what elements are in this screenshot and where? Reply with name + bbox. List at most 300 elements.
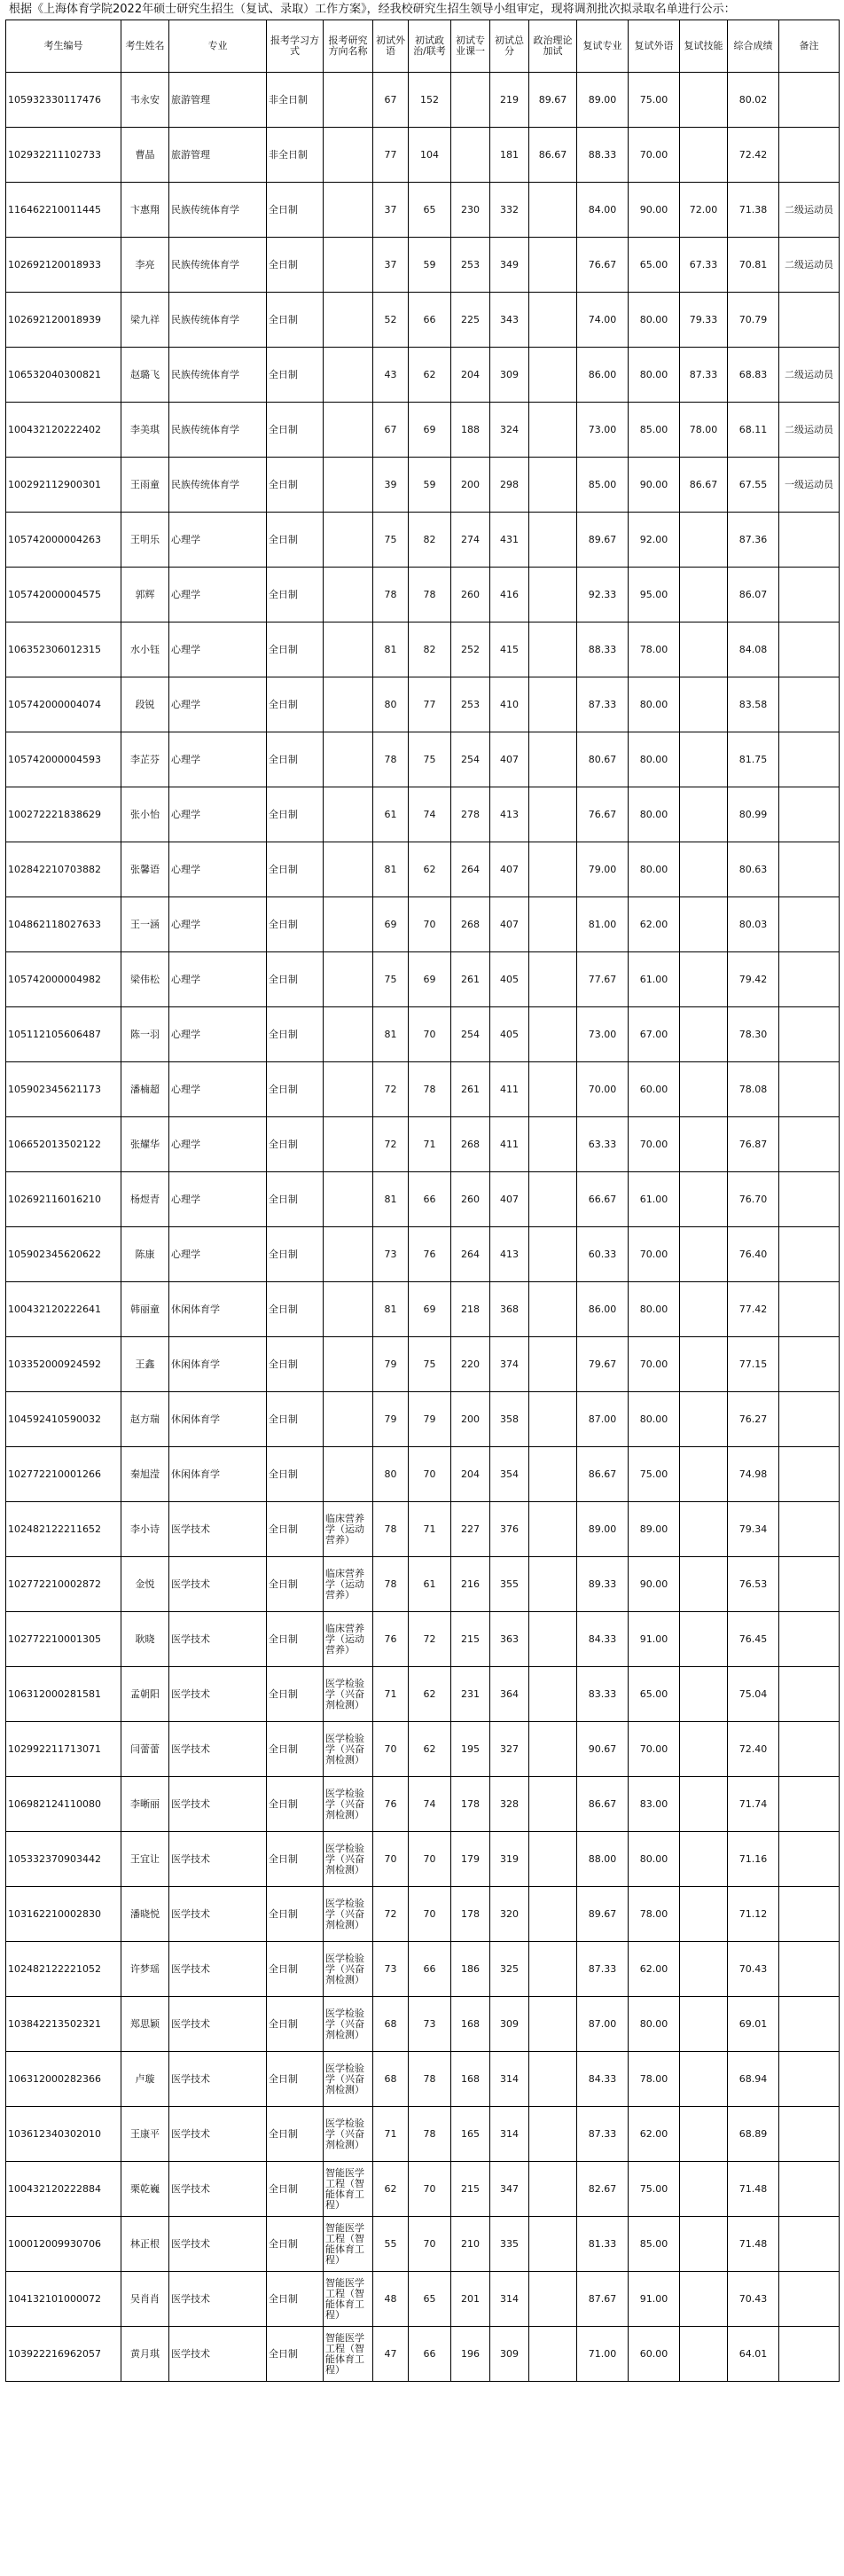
cell-prelim-major-one: 165: [451, 2107, 490, 2162]
table-row: [6, 2052, 840, 2107]
cell-retest-skill: [680, 622, 728, 677]
cell-prelim-major-one: 204: [451, 348, 490, 403]
cell-candidate-id: 102692120018933: [6, 238, 121, 293]
cell-overall-score: 70.43: [728, 1942, 779, 1997]
cell-prelim-foreign: 69: [373, 897, 409, 952]
cell-prelim-politics: 78: [409, 2052, 451, 2107]
cell-major: 休闲体育学: [169, 1392, 267, 1447]
cell-candidate-id: 102692120018939: [6, 293, 121, 348]
cell-prelim-total: 413: [490, 787, 529, 842]
table-row: [6, 2217, 840, 2272]
cell-major: 心理学: [169, 842, 267, 897]
cell-politics-extra: [529, 1062, 577, 1117]
cell-retest-skill: 87.33: [680, 348, 728, 403]
cell-politics-extra: [529, 1722, 577, 1777]
cell-politics-extra: [529, 1667, 577, 1722]
cell-retest-skill: [680, 2327, 728, 2382]
cell-politics-extra: [529, 1557, 577, 1612]
cell-retest-skill: [680, 1722, 728, 1777]
cell-politics-extra: [529, 1887, 577, 1942]
cell-major: 医学技术: [169, 2052, 267, 2107]
cell-retest-foreign: 85.00: [629, 403, 680, 458]
cell-candidate-id: 103162210002830: [6, 1887, 121, 1942]
cell-major: 医学技术: [169, 1997, 267, 2052]
cell-study-mode: 全日制: [267, 1447, 324, 1502]
cell-politics-extra: 86.67: [529, 128, 577, 183]
cell-overall-score: 68.11: [728, 403, 779, 458]
cell-prelim-major-one: 186: [451, 1942, 490, 1997]
cell-research-direction: 智能医学工程（智能体育工程）: [324, 2217, 373, 2272]
cell-retest-major: 77.67: [577, 952, 629, 1007]
cell-overall-score: 67.55: [728, 458, 779, 513]
table-row: [6, 1722, 840, 1777]
cell-candidate-name: 郑思颖: [121, 1997, 169, 2052]
cell-study-mode: 全日制: [267, 1172, 324, 1227]
cell-overall-score: 83.58: [728, 677, 779, 732]
cell-retest-major: 63.33: [577, 1117, 629, 1172]
cell-retest-skill: [680, 1172, 728, 1227]
cell-prelim-major-one: 195: [451, 1722, 490, 1777]
header-retest-foreign: 复试外语: [629, 20, 680, 73]
cell-study-mode: 全日制: [267, 677, 324, 732]
header-study-mode: 报考学习方式: [267, 20, 324, 73]
table-row: [6, 1612, 840, 1667]
cell-retest-skill: [680, 1612, 728, 1667]
cell-study-mode: 全日制: [267, 1667, 324, 1722]
cell-retest-major: 79.67: [577, 1337, 629, 1392]
header-candidate-name: 考生姓名: [121, 20, 169, 73]
cell-candidate-id: 102842210703882: [6, 842, 121, 897]
cell-study-mode: 全日制: [267, 2052, 324, 2107]
cell-major: 心理学: [169, 897, 267, 952]
cell-overall-score: 71.16: [728, 1832, 779, 1887]
cell-retest-skill: [680, 787, 728, 842]
cell-prelim-politics: 74: [409, 787, 451, 842]
cell-prelim-foreign: 67: [373, 73, 409, 128]
cell-major: 休闲体育学: [169, 1447, 267, 1502]
cell-retest-major: 83.33: [577, 1667, 629, 1722]
cell-prelim-major-one: 179: [451, 1832, 490, 1887]
cell-overall-score: 71.74: [728, 1777, 779, 1832]
cell-prelim-major-one: 274: [451, 513, 490, 568]
cell-candidate-id: 100012009930706: [6, 2217, 121, 2272]
cell-study-mode: 全日制: [267, 1997, 324, 2052]
cell-prelim-total: 325: [490, 1942, 529, 1997]
header-prelim-major-one: 初试专业课一: [451, 20, 490, 73]
cell-politics-extra: [529, 787, 577, 842]
cell-retest-foreign: 70.00: [629, 128, 680, 183]
cell-retest-major: 87.33: [577, 2107, 629, 2162]
cell-candidate-name: 李美琪: [121, 403, 169, 458]
cell-retest-skill: [680, 1557, 728, 1612]
cell-prelim-total: 411: [490, 1062, 529, 1117]
table-row: [6, 1117, 840, 1172]
cell-retest-major: 76.67: [577, 787, 629, 842]
cell-prelim-total: 349: [490, 238, 529, 293]
cell-retest-major: 66.67: [577, 1172, 629, 1227]
cell-prelim-politics: 79: [409, 1392, 451, 1447]
cell-candidate-name: 水小钰: [121, 622, 169, 677]
cell-candidate-name: 韦永安: [121, 73, 169, 128]
cell-candidate-id: 104132101000072: [6, 2272, 121, 2327]
cell-prelim-foreign: 39: [373, 458, 409, 513]
cell-politics-extra: [529, 842, 577, 897]
cell-overall-score: 70.43: [728, 2272, 779, 2327]
table-row: [6, 1997, 840, 2052]
cell-prelim-major-one: [451, 128, 490, 183]
cell-remarks: [779, 2052, 840, 2107]
cell-retest-foreign: 80.00: [629, 293, 680, 348]
cell-remarks: [779, 952, 840, 1007]
cell-prelim-major-one: 168: [451, 2052, 490, 2107]
cell-prelim-total: 314: [490, 2052, 529, 2107]
cell-prelim-foreign: 55: [373, 2217, 409, 2272]
cell-research-direction: 医学检验学（兴奋剂检测）: [324, 1832, 373, 1887]
table-row: [6, 1777, 840, 1832]
cell-prelim-major-one: 201: [451, 2272, 490, 2327]
cell-study-mode: 全日制: [267, 952, 324, 1007]
cell-overall-score: 71.48: [728, 2162, 779, 2217]
cell-prelim-politics: 66: [409, 293, 451, 348]
cell-remarks: 二级运动员: [779, 403, 840, 458]
table-row: [6, 293, 840, 348]
cell-prelim-total: 416: [490, 568, 529, 622]
cell-remarks: [779, 128, 840, 183]
cell-retest-foreign: 80.00: [629, 677, 680, 732]
cell-prelim-total: 309: [490, 2327, 529, 2382]
cell-research-direction: [324, 403, 373, 458]
cell-prelim-major-one: 253: [451, 677, 490, 732]
table-row: [6, 1172, 840, 1227]
cell-politics-extra: [529, 238, 577, 293]
cell-remarks: [779, 1062, 840, 1117]
cell-prelim-total: 368: [490, 1282, 529, 1337]
cell-prelim-foreign: 75: [373, 952, 409, 1007]
cell-politics-extra: 89.67: [529, 73, 577, 128]
cell-overall-score: 70.81: [728, 238, 779, 293]
cell-politics-extra: [529, 183, 577, 238]
cell-prelim-total: 309: [490, 1997, 529, 2052]
cell-candidate-id: 102482122221052: [6, 1942, 121, 1997]
cell-prelim-total: 358: [490, 1392, 529, 1447]
cell-prelim-politics: 70: [409, 1832, 451, 1887]
header-retest-major: 复试专业: [577, 20, 629, 73]
cell-prelim-major-one: 188: [451, 403, 490, 458]
cell-prelim-foreign: 61: [373, 787, 409, 842]
cell-overall-score: 72.42: [728, 128, 779, 183]
cell-politics-extra: [529, 952, 577, 1007]
cell-prelim-total: 410: [490, 677, 529, 732]
cell-retest-foreign: 75.00: [629, 1447, 680, 1502]
cell-retest-major: 86.67: [577, 1447, 629, 1502]
admission-table: [5, 20, 840, 2382]
cell-prelim-major-one: 215: [451, 2162, 490, 2217]
cell-candidate-id: 116462210011445: [6, 183, 121, 238]
cell-remarks: [779, 1447, 840, 1502]
header-major: 专业: [169, 20, 267, 73]
cell-prelim-foreign: 72: [373, 1887, 409, 1942]
cell-politics-extra: [529, 2327, 577, 2382]
cell-prelim-total: 431: [490, 513, 529, 568]
cell-retest-skill: [680, 732, 728, 787]
cell-prelim-foreign: 81: [373, 1172, 409, 1227]
cell-prelim-foreign: 79: [373, 1392, 409, 1447]
cell-prelim-foreign: 81: [373, 622, 409, 677]
cell-prelim-total: 364: [490, 1667, 529, 1722]
cell-major: 心理学: [169, 568, 267, 622]
cell-prelim-total: 320: [490, 1887, 529, 1942]
cell-study-mode: 全日制: [267, 1062, 324, 1117]
cell-retest-major: 79.00: [577, 842, 629, 897]
cell-study-mode: 全日制: [267, 732, 324, 787]
cell-prelim-politics: 66: [409, 1942, 451, 1997]
cell-remarks: [779, 2272, 840, 2327]
cell-research-direction: [324, 293, 373, 348]
cell-major: 民族传统体育学: [169, 348, 267, 403]
cell-retest-skill: 72.00: [680, 183, 728, 238]
cell-candidate-id: 106982124110080: [6, 1777, 121, 1832]
cell-prelim-major-one: 225: [451, 293, 490, 348]
cell-retest-foreign: 95.00: [629, 568, 680, 622]
cell-prelim-major-one: 264: [451, 1227, 490, 1282]
cell-candidate-id: 106312000282366: [6, 2052, 121, 2107]
header-prelim-total: 初试总分: [490, 20, 529, 73]
table-row: [6, 238, 840, 293]
cell-study-mode: 全日制: [267, 513, 324, 568]
cell-prelim-major-one: 216: [451, 1557, 490, 1612]
cell-prelim-politics: 61: [409, 1557, 451, 1612]
cell-prelim-total: 407: [490, 1172, 529, 1227]
cell-remarks: 一级运动员: [779, 458, 840, 513]
cell-retest-major: 92.33: [577, 568, 629, 622]
cell-prelim-politics: 75: [409, 1337, 451, 1392]
cell-research-direction: [324, 732, 373, 787]
cell-retest-skill: [680, 1667, 728, 1722]
cell-major: 医学技术: [169, 1557, 267, 1612]
cell-candidate-id: 102932211102733: [6, 128, 121, 183]
table-row: [6, 513, 840, 568]
cell-prelim-total: 363: [490, 1612, 529, 1667]
cell-major: 心理学: [169, 677, 267, 732]
cell-remarks: 二级运动员: [779, 183, 840, 238]
cell-candidate-name: 林正根: [121, 2217, 169, 2272]
cell-remarks: [779, 1282, 840, 1337]
cell-candidate-name: 梁九祥: [121, 293, 169, 348]
cell-study-mode: 全日制: [267, 842, 324, 897]
cell-retest-foreign: 65.00: [629, 1667, 680, 1722]
cell-remarks: [779, 1722, 840, 1777]
cell-major: 休闲体育学: [169, 1337, 267, 1392]
cell-politics-extra: [529, 513, 577, 568]
cell-major: 医学技术: [169, 2272, 267, 2327]
cell-politics-extra: [529, 2272, 577, 2327]
cell-retest-major: 86.00: [577, 348, 629, 403]
cell-politics-extra: [529, 677, 577, 732]
cell-research-direction: 临床营养学（运动营养）: [324, 1557, 373, 1612]
cell-politics-extra: [529, 1777, 577, 1832]
cell-candidate-id: 105742000004593: [6, 732, 121, 787]
cell-prelim-foreign: 62: [373, 2162, 409, 2217]
cell-prelim-foreign: 71: [373, 2107, 409, 2162]
cell-overall-score: 76.45: [728, 1612, 779, 1667]
cell-major: 心理学: [169, 787, 267, 842]
cell-prelim-major-one: 253: [451, 238, 490, 293]
cell-retest-foreign: 80.00: [629, 1282, 680, 1337]
cell-retest-foreign: 92.00: [629, 513, 680, 568]
cell-retest-skill: [680, 1392, 728, 1447]
cell-prelim-major-one: 261: [451, 952, 490, 1007]
cell-retest-major: 87.33: [577, 677, 629, 732]
header-remarks: 备注: [779, 20, 840, 73]
cell-research-direction: [324, 1447, 373, 1502]
cell-retest-foreign: 62.00: [629, 897, 680, 952]
cell-prelim-major-one: 252: [451, 622, 490, 677]
cell-politics-extra: [529, 403, 577, 458]
cell-study-mode: 全日制: [267, 183, 324, 238]
cell-major: 旅游管理: [169, 128, 267, 183]
cell-candidate-name: 段锐: [121, 677, 169, 732]
cell-retest-major: 87.67: [577, 2272, 629, 2327]
cell-research-direction: [324, 568, 373, 622]
cell-prelim-major-one: 200: [451, 458, 490, 513]
cell-prelim-politics: 62: [409, 1667, 451, 1722]
cell-politics-extra: [529, 1447, 577, 1502]
cell-prelim-politics: 62: [409, 842, 451, 897]
table-row: [6, 1557, 840, 1612]
cell-remarks: [779, 1227, 840, 1282]
cell-prelim-foreign: 80: [373, 1447, 409, 1502]
cell-overall-score: 77.42: [728, 1282, 779, 1337]
cell-research-direction: [324, 1227, 373, 1282]
cell-remarks: [779, 513, 840, 568]
cell-remarks: [779, 1117, 840, 1172]
cell-retest-skill: [680, 1227, 728, 1282]
cell-prelim-total: 376: [490, 1502, 529, 1557]
table-row: [6, 403, 840, 458]
cell-retest-major: 87.00: [577, 1997, 629, 2052]
cell-retest-foreign: 78.00: [629, 1887, 680, 1942]
cell-retest-major: 86.00: [577, 1282, 629, 1337]
cell-study-mode: 全日制: [267, 2162, 324, 2217]
cell-overall-score: 68.89: [728, 2107, 779, 2162]
cell-retest-major: 85.00: [577, 458, 629, 513]
cell-candidate-name: 吴肖肖: [121, 2272, 169, 2327]
header-overall-score: 综合成绩: [728, 20, 779, 73]
cell-retest-skill: [680, 73, 728, 128]
cell-overall-score: 70.79: [728, 293, 779, 348]
cell-prelim-major-one: 220: [451, 1337, 490, 1392]
cell-study-mode: 全日制: [267, 2217, 324, 2272]
cell-remarks: [779, 897, 840, 952]
cell-prelim-total: 298: [490, 458, 529, 513]
table-row: [6, 1502, 840, 1557]
cell-candidate-id: 102692116016210: [6, 1172, 121, 1227]
cell-research-direction: 医学检验学（兴奋剂检测）: [324, 1887, 373, 1942]
cell-overall-score: 79.42: [728, 952, 779, 1007]
cell-study-mode: 全日制: [267, 1227, 324, 1282]
cell-candidate-name: 王明乐: [121, 513, 169, 568]
cell-candidate-name: 梁伟松: [121, 952, 169, 1007]
cell-prelim-politics: 78: [409, 1062, 451, 1117]
cell-study-mode: 全日制: [267, 568, 324, 622]
cell-prelim-total: 413: [490, 1227, 529, 1282]
cell-prelim-total: 314: [490, 2107, 529, 2162]
cell-major: 心理学: [169, 622, 267, 677]
cell-major: 心理学: [169, 1172, 267, 1227]
cell-research-direction: [324, 238, 373, 293]
cell-candidate-name: 郭辉: [121, 568, 169, 622]
cell-prelim-foreign: 78: [373, 568, 409, 622]
cell-overall-score: 72.40: [728, 1722, 779, 1777]
cell-retest-major: 89.00: [577, 73, 629, 128]
cell-candidate-id: 105932330117476: [6, 73, 121, 128]
cell-candidate-name: 赵璐飞: [121, 348, 169, 403]
cell-major: 心理学: [169, 1062, 267, 1117]
cell-study-mode: 非全日制: [267, 128, 324, 183]
table-row: [6, 1007, 840, 1062]
cell-study-mode: 全日制: [267, 1392, 324, 1447]
cell-prelim-major-one: 264: [451, 842, 490, 897]
cell-prelim-politics: 77: [409, 677, 451, 732]
table-row: [6, 2162, 840, 2217]
cell-overall-score: 84.08: [728, 622, 779, 677]
cell-candidate-name: 孟朝阳: [121, 1667, 169, 1722]
cell-prelim-politics: 59: [409, 238, 451, 293]
cell-research-direction: [324, 128, 373, 183]
cell-retest-skill: [680, 2217, 728, 2272]
cell-retest-foreign: 89.00: [629, 1502, 680, 1557]
table-row: [6, 897, 840, 952]
cell-retest-major: 86.67: [577, 1777, 629, 1832]
cell-candidate-id: 106352306012315: [6, 622, 121, 677]
cell-prelim-major-one: 260: [451, 1172, 490, 1227]
cell-prelim-politics: 62: [409, 1722, 451, 1777]
cell-politics-extra: [529, 1832, 577, 1887]
cell-retest-skill: [680, 952, 728, 1007]
cell-remarks: [779, 622, 840, 677]
cell-retest-foreign: 91.00: [629, 1612, 680, 1667]
cell-candidate-id: 103352000924592: [6, 1337, 121, 1392]
cell-overall-score: 86.07: [728, 568, 779, 622]
cell-candidate-id: 104592410590032: [6, 1392, 121, 1447]
table-row: [6, 732, 840, 787]
cell-candidate-id: 103842213502321: [6, 1997, 121, 2052]
cell-candidate-name: 秦旭滢: [121, 1447, 169, 1502]
cell-candidate-id: 100292112900301: [6, 458, 121, 513]
cell-prelim-politics: 65: [409, 2272, 451, 2327]
cell-remarks: 二级运动员: [779, 238, 840, 293]
cell-retest-skill: [680, 1117, 728, 1172]
cell-retest-skill: [680, 1337, 728, 1392]
cell-overall-score: 71.38: [728, 183, 779, 238]
cell-overall-score: 69.01: [728, 1997, 779, 2052]
cell-prelim-foreign: 43: [373, 348, 409, 403]
cell-overall-score: 71.48: [728, 2217, 779, 2272]
cell-major: 民族传统体育学: [169, 238, 267, 293]
cell-prelim-total: 407: [490, 842, 529, 897]
cell-retest-foreign: 90.00: [629, 183, 680, 238]
cell-candidate-id: 106312000281581: [6, 1667, 121, 1722]
cell-retest-major: 84.33: [577, 1612, 629, 1667]
cell-prelim-politics: 71: [409, 1502, 451, 1557]
cell-major: 医学技术: [169, 1942, 267, 1997]
cell-candidate-name: 李芷芬: [121, 732, 169, 787]
cell-research-direction: [324, 677, 373, 732]
cell-major: 医学技术: [169, 2162, 267, 2217]
cell-remarks: [779, 2217, 840, 2272]
cell-overall-score: 80.99: [728, 787, 779, 842]
cell-candidate-name: 王雨童: [121, 458, 169, 513]
